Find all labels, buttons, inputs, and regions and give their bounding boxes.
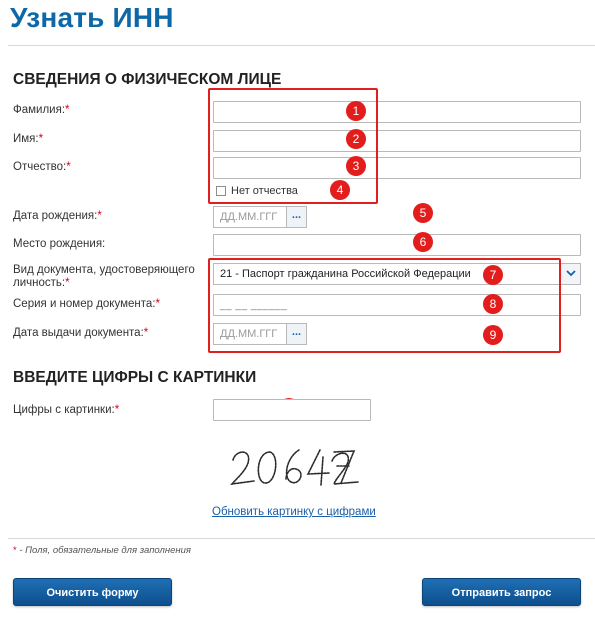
submit-request-button[interactable]: Отправить запрос [422, 578, 581, 606]
required-mark: * [143, 327, 149, 339]
page-title: Узнать ИНН [10, 2, 174, 33]
surname-label: Фамилия:* [13, 104, 70, 116]
required-mark: * [66, 161, 71, 173]
annotation-badge-5: 5 [413, 203, 433, 223]
required-mark: * [155, 298, 160, 310]
annotation-badge-7: 7 [483, 265, 503, 285]
required-mark: * [13, 545, 17, 556]
captcha-label: Цифры с картинки:* [13, 404, 120, 416]
required-fields-note: * - Поля, обязательные для заполнения [13, 545, 191, 556]
doc-number-mask: __ __ ______ [220, 300, 288, 311]
annotation-badge-2: 2 [346, 129, 366, 149]
annotation-badge-9: 9 [483, 325, 503, 345]
captcha-input[interactable] [213, 399, 371, 421]
chevron-down-icon[interactable] [560, 264, 580, 284]
doc-number-label: Серия и номер документа:* [13, 298, 160, 310]
refresh-captcha-link[interactable]: Обновить картинку с цифрами [212, 506, 376, 518]
footer-divider [8, 538, 595, 539]
birth-place-input[interactable] [213, 234, 581, 256]
annotation-box-document-fields [208, 258, 561, 353]
doc-type-value: 21 - Паспорт гражданина Российской Федерации [220, 268, 471, 280]
annotation-badge-6: 6 [413, 232, 433, 252]
required-mark: * [38, 133, 44, 145]
required-mark: * [65, 104, 70, 116]
personal-section-title: СВЕДЕНИЯ О ФИЗИЧЕСКОМ ЛИЦЕ [13, 71, 282, 88]
required-mark: * [65, 277, 70, 289]
title-divider [8, 45, 595, 46]
captcha-image [228, 440, 363, 490]
annotation-badge-3: 3 [346, 156, 366, 176]
birth-place-label: Место рождения: [13, 238, 106, 250]
patronymic-label: Отчество:* [13, 161, 71, 173]
clear-form-button[interactable]: Очистить форму [13, 578, 172, 606]
birth-date-label: Дата рождения:* [13, 210, 102, 222]
annotation-badge-1: 1 [346, 101, 366, 121]
doc-issue-date-input[interactable]: ДД.ММ.ГГГ [213, 323, 287, 345]
birth-date-input[interactable]: ДД.ММ.ГГГ [213, 206, 287, 228]
annotation-badge-8: 8 [483, 294, 503, 314]
name-label: Имя:* [13, 133, 44, 145]
no-patronymic-label: Нет отчества [231, 185, 298, 197]
annotation-badge-4: 4 [330, 180, 350, 200]
captcha-section-title: ВВЕДИТЕ ЦИФРЫ С КАРТИНКИ [13, 369, 257, 386]
birth-date-calendar-button[interactable]: ... [286, 206, 307, 228]
doc-type-label: Вид документа, удостоверяющего личность:* [13, 264, 195, 289]
doc-issue-date-label: Дата выдачи документа:* [13, 327, 149, 339]
doc-issue-date-calendar-button[interactable]: ... [286, 323, 307, 345]
required-mark: * [97, 210, 102, 222]
required-mark: * [114, 404, 120, 416]
